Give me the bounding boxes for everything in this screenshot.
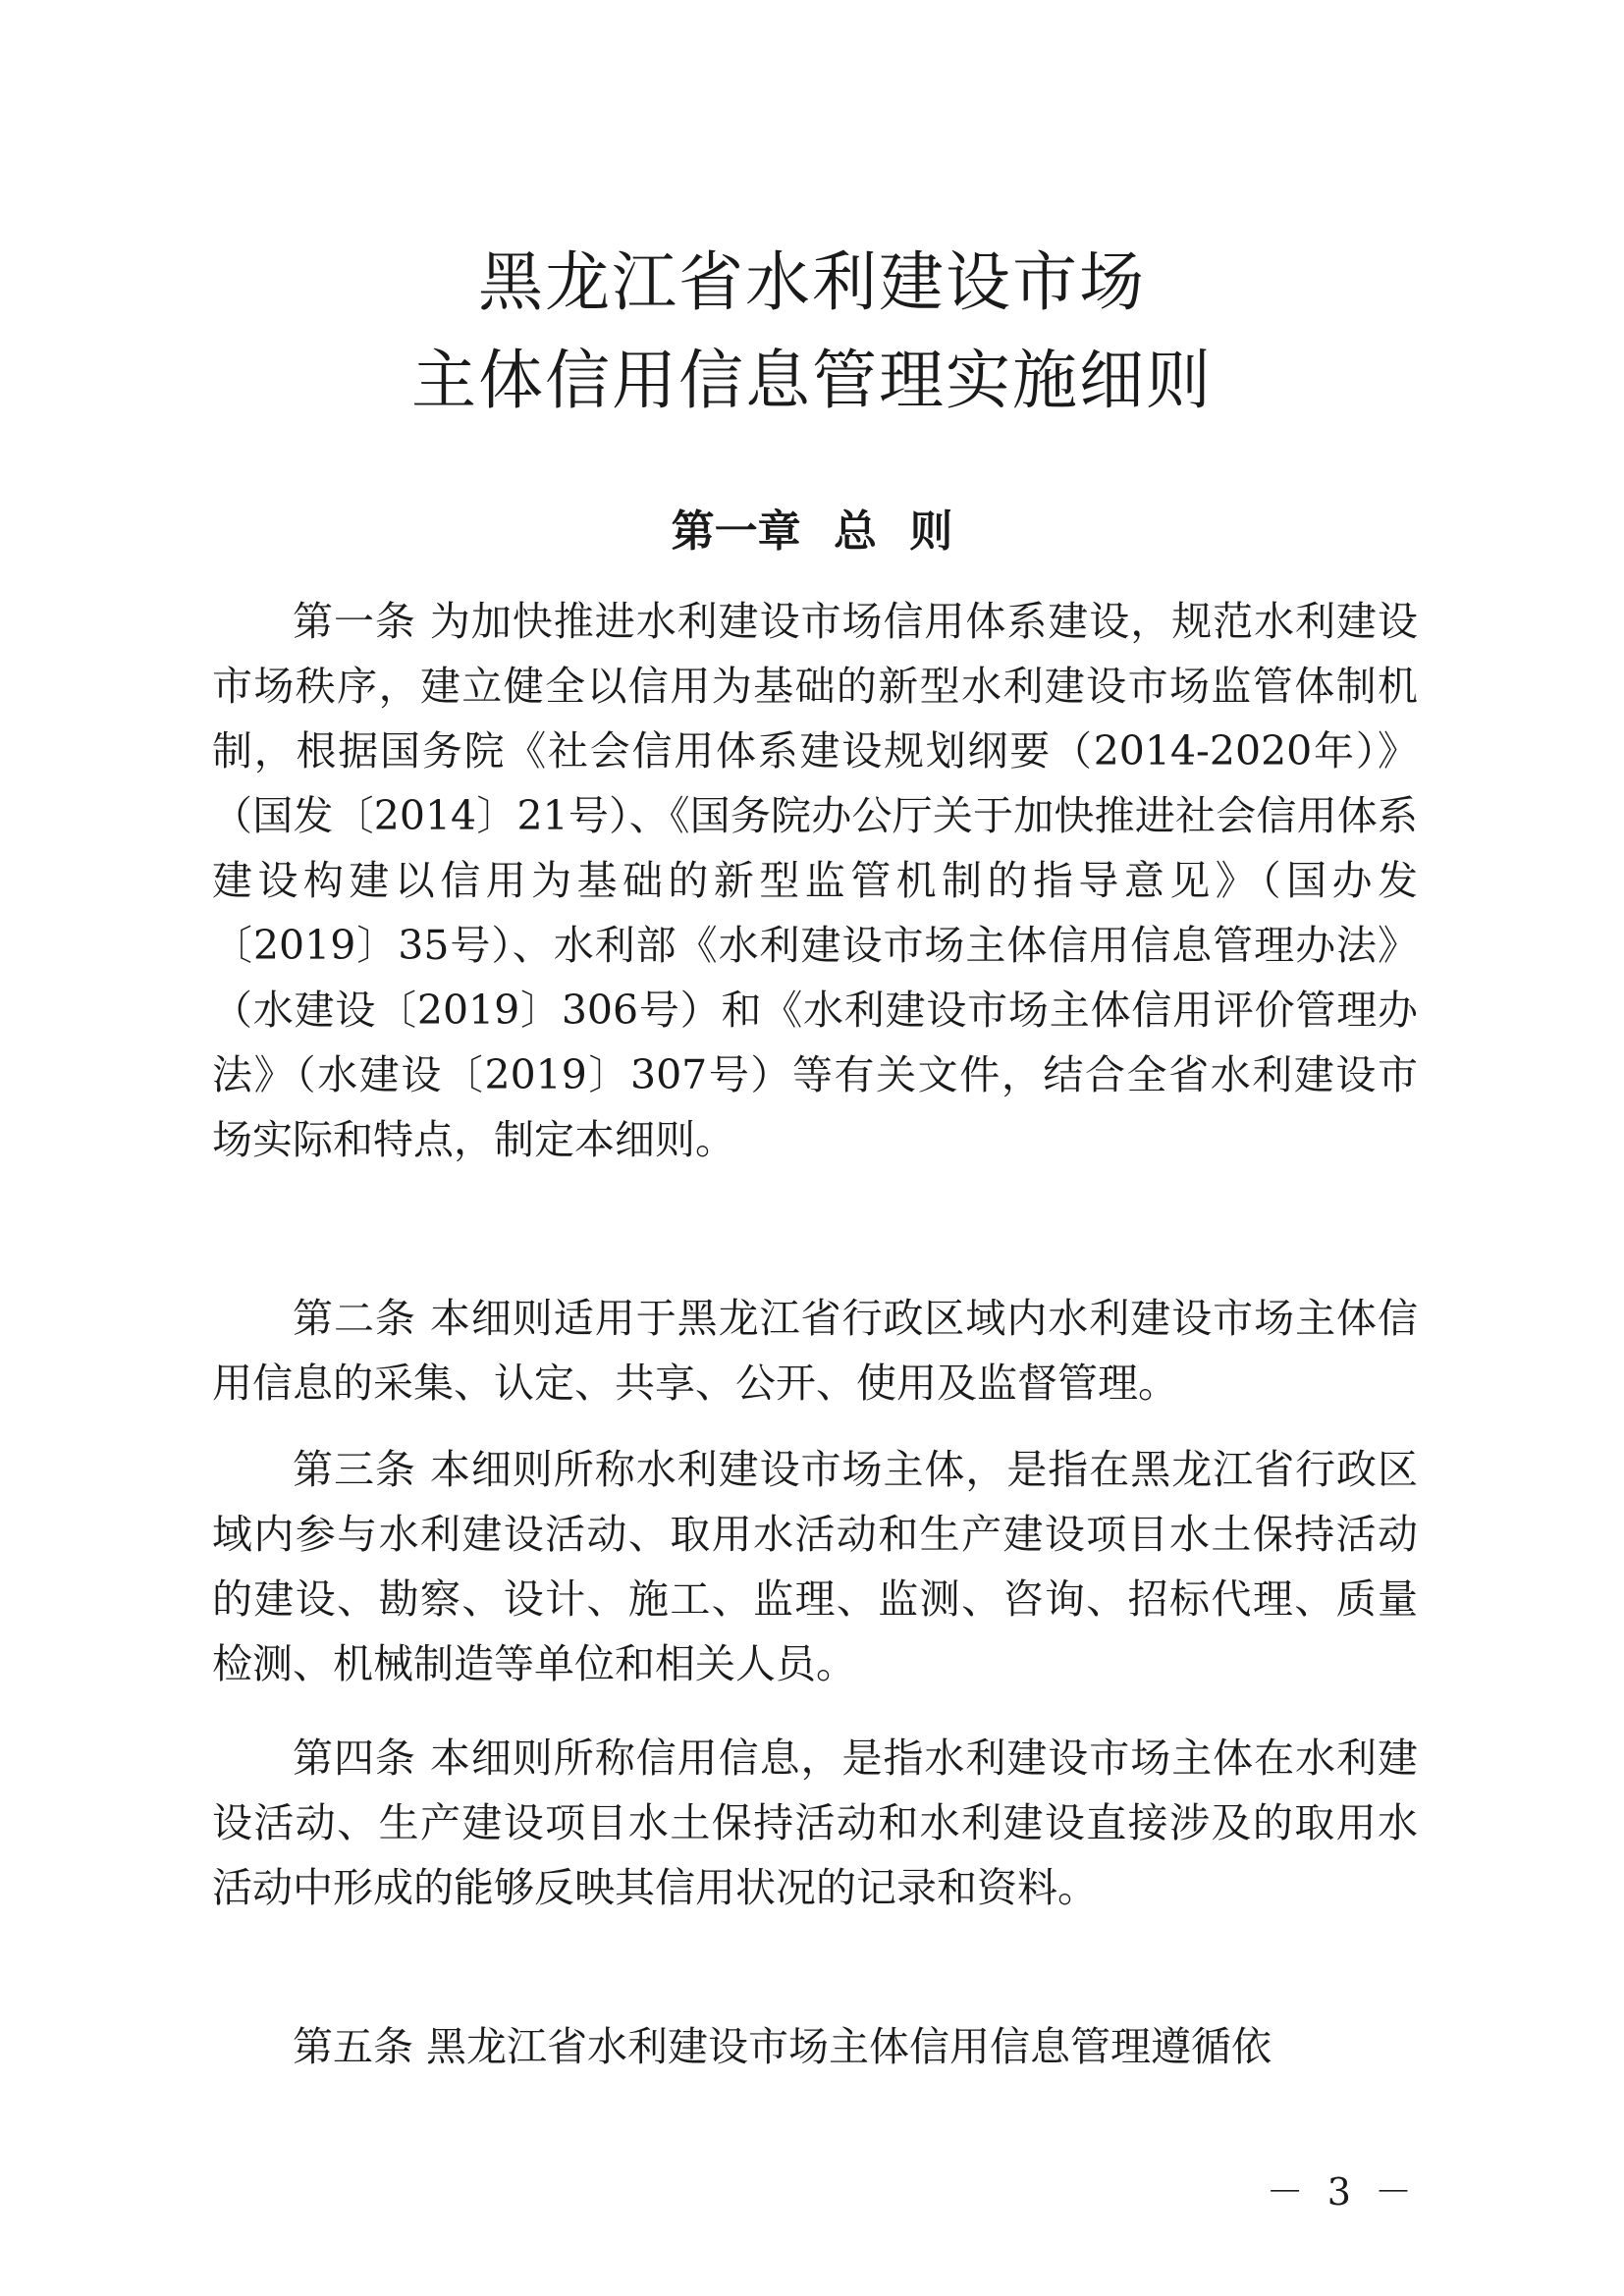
article-5-paragraph: 第五条 黑龙江省水利建设市场主体信用信息管理遵循依 (293, 2023, 1272, 2070)
article-3-block (212, 1437, 1418, 1696)
article-2-paragraph: 第二条 本细则适用于黑龙江省行政区域内水利建设市场主体信用信息的采集、认定、共享、公开、使用及监督管理。 (212, 1295, 1418, 1407)
chapter-heading: 第一章 总 则 (671, 507, 953, 557)
article-2-block (212, 1286, 1418, 1415)
article-1-paragraph: 第一条 为加快推进水利建设市场信用体系建设，规范水利建设市场秩序，建立健全以信用为基础的新型水利建设市场监管体制机制，根据国务院《社会信用体系建设规划纲要（2014-2020年）》（国发〔2014〕21号）、《国务院办公厅关于加快推进社会信用体系建设构建以信用为基础的新型监管机制的指导意见》（国办发〔2019〕35号）、水利部《水利建设市场主体信用信息管理办法》（水建设〔2019〕306号）和《水利建设市场主体信用评价管理办法》（水建设〔2019〕307号）等有关文件，结合全省水利建设市场实际和特点，制定本细则。 (212, 598, 1418, 1163)
article-4-paragraph: 第四条 本细则所称信用信息，是指水利建设市场主体在水利建设活动、生产建设项目水土保持活动和水利建设直接涉及的取用水活动中形成的能够反映其信用状况的记录和资料。 (212, 1735, 1418, 1911)
article-4-block (212, 1726, 1418, 1920)
page-number: － 3 － (1266, 2170, 1418, 2214)
article-1-block (212, 589, 1418, 1172)
article-5-block (212, 2014, 1418, 2079)
article-3-paragraph: 第三条 本细则所称水利建设市场主体，是指在黑龙江省行政区域内参与水利建设活动、取用水活动和生产建设项目水土保持活动的建设、勘察、设计、施工、监理、监测、咨询、招标代理、质量检测、机械制造等单位和相关人员。 (212, 1446, 1418, 1687)
document-title-line-1: 黑龙江省水利建设市场 (478, 244, 1146, 320)
document-title-line-2: 主体信用信息管理实施细则 (411, 343, 1213, 418)
